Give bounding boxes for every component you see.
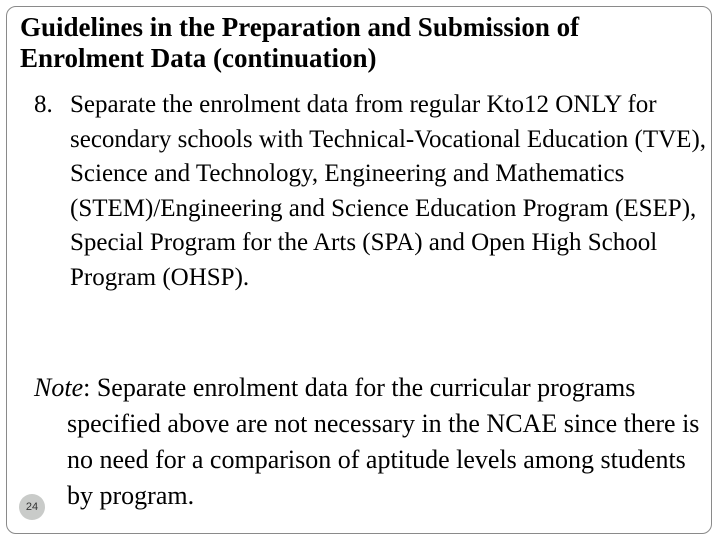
note-paragraph: [34, 370, 707, 514]
acronym-spa: SPA: [370, 229, 415, 256]
acronym-ohsp: OHSP: [170, 263, 235, 291]
item-text-mid-1: ), Science and Technology, Engineering and Mathematics (: [70, 125, 707, 222]
list-item-number: 8.: [34, 91, 53, 118]
item-text-mid-2: )/Engineering and Science Education Program (: [145, 194, 624, 222]
item-text-mid-4: ) and Open High School Program (: [70, 229, 658, 291]
item-text-end: ).: [234, 263, 250, 291]
note-text: : Separate enrolment data for the curricular programs specified above are not necessary in the NCAE since there is no need for a comparison of aptitude levels among students by program.: [67, 373, 700, 510]
item-text-start: Separate the enrolment data from regular Kto12 ONLY for secondary schools with Technical-Vocational Education (: [70, 91, 657, 153]
acronym-tve: TVE: [642, 125, 692, 153]
page-number-badge: 24: [19, 494, 45, 520]
title-line-1: Guidelines in the Preparation and Submission of: [20, 12, 580, 42]
acronym-stem: STEM: [78, 194, 146, 222]
title-line-2: Enrolment Data (continuation): [20, 43, 377, 73]
item-text-mid-3: ), Special Program for the Arts (: [70, 194, 697, 256]
slide-title: [20, 12, 710, 74]
note-label: Note: [34, 373, 84, 402]
acronym-esep: ESEP: [623, 194, 682, 222]
list-item-8: [34, 88, 710, 295]
